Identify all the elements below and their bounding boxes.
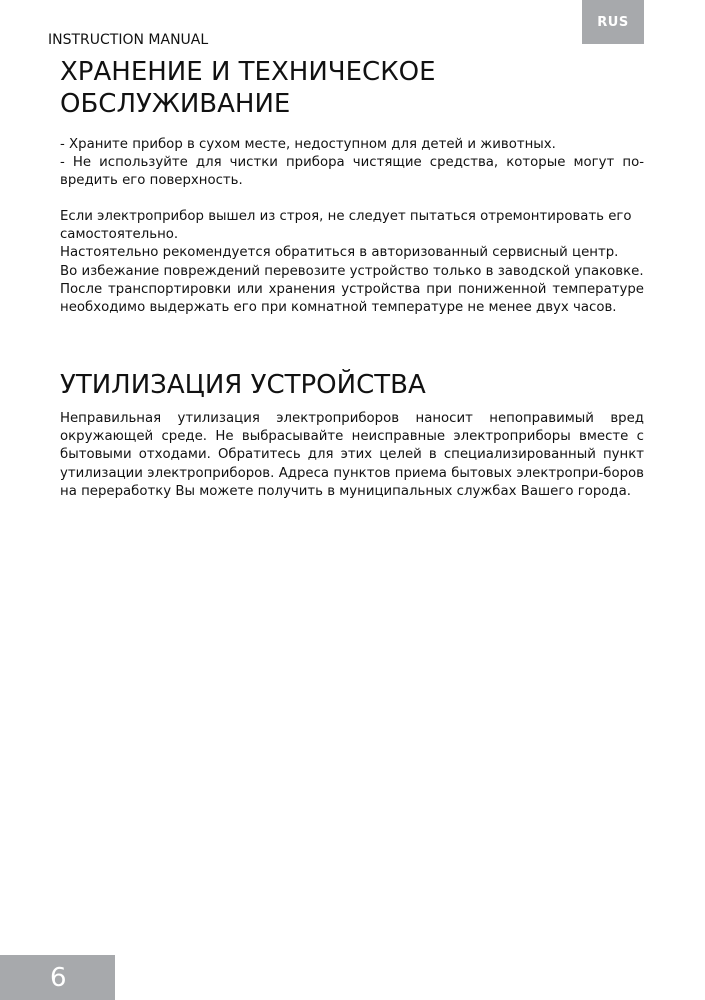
- storage-bullet-1: - Храните прибор в сухом месте, недоступном для детей и животных.: [60, 137, 556, 152]
- storage-paragraphs: [60, 208, 644, 317]
- disposal-text: Неправильная утилизация электроприборов наносит непоправимый вред окружающей среде. Не выбрасывайте неисправные электроприборы вместе с бытовыми отходами. Обратитесь для этих целей в специализированный пункт утилизации электроприборов. Адреса пунктов приема бытовых электропри-боров на переработку Вы можете получить в муниципальных службах Вашего города.: [60, 411, 644, 499]
- storage-para-1: Если электроприбор вышел из строя, не следует пытаться отремонтировать его самостоятельно.: [60, 209, 632, 243]
- storage-para-4: После транспортировки или хранения устройства при пониженной температуре необходимо выдержать его при комнатной температуре не менее двух часов.: [60, 281, 644, 316]
- language-tab: [582, 0, 644, 44]
- storage-section-title: [60, 56, 436, 120]
- storage-title-line1: ХРАНЕНИЕ И ТЕХНИЧЕСКОЕ: [60, 57, 436, 87]
- storage-bullet-2: - Не используйте для чистки прибора чистящие средства, которые могут по-вредить его поверхность.: [60, 155, 644, 189]
- storage-bullets: [60, 136, 644, 191]
- page-number-box: [0, 955, 115, 1000]
- storage-title-line2: ОБСЛУЖИВАНИЕ: [60, 89, 291, 119]
- language-label: RUS: [597, 14, 629, 30]
- storage-para-2: Настоятельно рекомендуется обратиться в авторизованный сервисный центр.: [60, 245, 619, 261]
- disposal-section-title: УТИЛИЗАЦИЯ УСТРОЙСТВА: [60, 370, 426, 400]
- page-number: 6: [50, 962, 67, 993]
- manual-label: INSTRUCTION MANUAL: [48, 32, 209, 48]
- storage-para-3: Во избежание повреждений перевозите устройство только в заводской упаковке.: [60, 263, 644, 279]
